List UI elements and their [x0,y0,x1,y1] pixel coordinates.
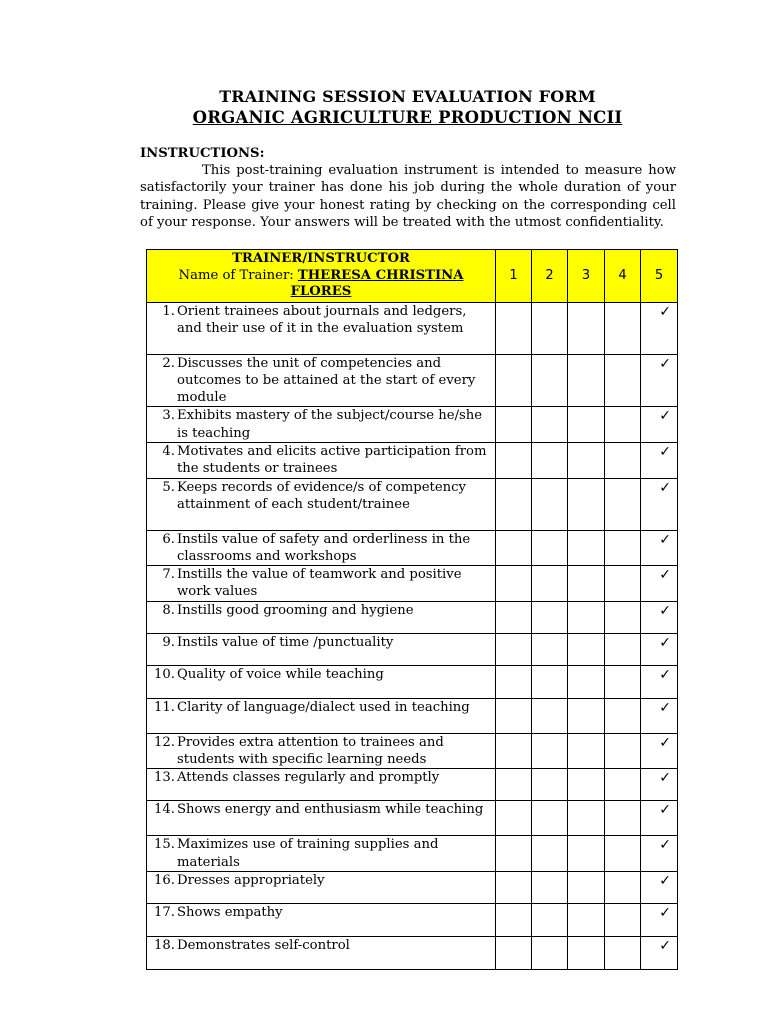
criterion-text: Orient trainees about journals and ledgers, and their use of it in the evaluation system [177,303,467,336]
trainer-header-cell [147,250,496,303]
table-row [147,871,678,903]
check-icon: ✓ [659,443,671,460]
rating-cell-1[interactable] [496,769,532,801]
rating-cell-1[interactable] [496,936,532,969]
instructions-label: INSTRUCTIONS: [140,146,265,161]
rating-cell-3[interactable] [568,530,605,566]
rating-col-2: 2 [532,250,568,303]
instructions-block [140,145,676,231]
rating-cell-3[interactable] [568,801,605,836]
criterion-number: 5. [162,479,175,495]
rating-cell-2[interactable] [532,936,568,969]
rating-cell-5[interactable] [641,442,678,478]
rating-cell-4[interactable] [605,302,641,354]
rating-cell-3[interactable] [568,442,605,478]
rating-cell-2[interactable] [532,302,568,354]
rating-cell-3[interactable] [568,698,605,733]
rating-cell-1[interactable] [496,478,532,530]
criterion-cell [147,478,496,530]
rating-cell-1[interactable] [496,698,532,733]
table-row [147,801,678,836]
criterion-number: 1. [162,303,175,319]
rating-col-1: 1 [496,250,532,303]
criterion-cell [147,903,496,936]
rating-cell-1[interactable] [496,302,532,354]
rating-cell-5[interactable] [641,354,678,407]
rating-cell-5[interactable] [641,478,678,530]
rating-cell-1[interactable] [496,871,532,903]
rating-cell-3[interactable] [568,769,605,801]
criterion-text: Exhibits mastery of the subject/course he/she is teaching [177,408,483,441]
rating-cell-4[interactable] [605,871,641,903]
criterion-number: 2. [162,355,175,371]
check-icon: ✓ [659,634,671,651]
criterion-text: Instills the value of teamwork and positive work values [177,567,462,600]
rating-cell-2[interactable] [532,601,568,633]
table-row [147,478,678,530]
criterion-cell [147,665,496,698]
rating-cell-2[interactable] [532,698,568,733]
criterion-cell [147,601,496,633]
check-icon: ✓ [659,904,671,921]
criterion-number: 3. [162,408,175,424]
criterion-cell [147,302,496,354]
criterion-cell [147,407,496,443]
criterion-text: Demonstrates self-control [177,937,350,953]
rating-cell-4[interactable] [605,733,641,769]
check-icon: ✓ [659,837,671,854]
rating-cell-3[interactable] [568,903,605,936]
criterion-text: Shows energy and enthusiasm while teaching [177,802,484,818]
rating-cell-2[interactable] [532,665,568,698]
criterion-number: 18. [154,937,175,953]
rating-cell-1[interactable] [496,665,532,698]
criterion-number: 9. [162,634,175,650]
rating-cell-3[interactable] [568,478,605,530]
check-icon: ✓ [659,355,671,372]
criterion-text: Maximizes use of training supplies and materials [177,837,439,870]
table-row [147,601,678,633]
criterion-number: 12. [154,734,175,750]
table-row [147,530,678,566]
criterion-number: 4. [162,443,175,459]
rating-cell-2[interactable] [532,903,568,936]
rating-cell-5[interactable] [641,733,678,769]
rating-cell-5[interactable] [641,836,678,872]
rating-cell-4[interactable] [605,442,641,478]
criterion-cell [147,698,496,733]
rating-cell-2[interactable] [532,530,568,566]
rating-cell-3[interactable] [568,836,605,872]
rating-cell-5[interactable] [641,566,678,602]
rating-cell-4[interactable] [605,836,641,872]
criterion-number: 8. [162,602,175,618]
rating-col-3: 3 [568,250,605,303]
rating-cell-5[interactable] [641,633,678,665]
criterion-text: Instills good grooming and hygiene [177,602,414,618]
rating-cell-3[interactable] [568,665,605,698]
rating-cell-3[interactable] [568,354,605,407]
rating-cell-5[interactable] [641,530,678,566]
criterion-number: 16. [154,872,175,888]
rating-cell-4[interactable] [605,903,641,936]
rating-cell-2[interactable] [532,407,568,443]
table-row [147,698,678,733]
criterion-cell [147,769,496,801]
rating-cell-5[interactable] [641,698,678,733]
evaluation-table [146,249,678,970]
criterion-text: Clarity of language/dialect used in teaching [177,699,470,715]
rating-cell-2[interactable] [532,769,568,801]
table-row [147,836,678,872]
rating-cell-2[interactable] [532,801,568,836]
check-icon: ✓ [659,802,671,819]
check-icon: ✓ [659,699,671,716]
rating-cell-2[interactable] [532,354,568,407]
criterion-cell [147,801,496,836]
rating-cell-1[interactable] [496,407,532,443]
criterion-text: Attends classes regularly and promptly [177,770,440,786]
criterion-number: 6. [162,531,175,547]
rating-cell-3[interactable] [568,936,605,969]
rating-cell-2[interactable] [532,566,568,602]
criterion-text: Discusses the unit of competencies and outcomes to be attained at the start of every module [177,355,476,406]
rating-cell-4[interactable] [605,769,641,801]
criterion-number: 15. [154,837,175,853]
rating-cell-5[interactable] [641,936,678,969]
rating-cell-4[interactable] [605,601,641,633]
table-row [147,769,678,801]
criterion-number: 17. [154,904,175,920]
rating-cell-4[interactable] [605,530,641,566]
check-icon: ✓ [659,734,671,751]
table-row [147,903,678,936]
check-icon: ✓ [659,872,671,889]
criterion-cell [147,936,496,969]
criterion-text: Dresses appropriately [177,872,325,888]
rating-cell-1[interactable] [496,566,532,602]
table-row [147,936,678,969]
criterion-number: 13. [154,770,175,786]
rating-cell-2[interactable] [532,836,568,872]
rating-cell-1[interactable] [496,903,532,936]
rating-cell-4[interactable] [605,566,641,602]
criterion-number: 7. [162,567,175,583]
check-icon: ✓ [659,666,671,683]
criterion-text: Provides extra attention to trainees and students with specific learning needs [177,734,444,768]
rating-cell-5[interactable] [641,601,678,633]
rating-cell-1[interactable] [496,733,532,769]
trainer-heading: TRAINER/INSTRUCTOR [232,251,410,266]
trainer-name-label: Name of Trainer: [178,267,298,283]
rating-cell-5[interactable] [641,302,678,354]
rating-cell-5[interactable] [641,903,678,936]
rating-cell-3[interactable] [568,407,605,443]
criterion-number: 10. [154,666,175,682]
rating-cell-1[interactable] [496,601,532,633]
rating-cell-4[interactable] [605,407,641,443]
rating-cell-5[interactable] [641,407,678,443]
rating-cell-2[interactable] [532,871,568,903]
check-icon: ✓ [659,303,671,320]
criterion-cell [147,530,496,566]
rating-cell-4[interactable] [605,801,641,836]
criterion-number: 11. [154,699,175,715]
criterion-cell [147,442,496,478]
criterion-text: Motivates and elicits active participation from the students or trainees [177,443,487,477]
trainer-name: THERESA CHRISTINA FLORES [290,267,464,299]
rating-cell-4[interactable] [605,633,641,665]
table-row [147,442,678,478]
rating-cell-4[interactable] [605,698,641,733]
instructions-text: This post-training evaluation instrument is intended to measure how satisfactorily your trainer has done his job during the whole duration of your training. Please give your honest rating by checking on the corresponding cell of your response. Your answers will be treated with the utmost confidentiality. [140,163,676,230]
check-icon: ✓ [659,567,671,584]
table-row [147,665,678,698]
table-row [147,566,678,602]
check-icon: ✓ [659,531,671,548]
rating-cell-2[interactable] [532,733,568,769]
rating-cell-3[interactable] [568,871,605,903]
criterion-text: Instils value of safety and orderliness in the classrooms and workshops [177,531,471,564]
rating-cell-2[interactable] [532,633,568,665]
criterion-text: Shows empathy [177,904,283,920]
rating-cell-3[interactable] [568,601,605,633]
table-row [147,733,678,769]
rating-cell-1[interactable] [496,442,532,478]
rating-cell-5[interactable] [641,871,678,903]
table-row [147,407,678,443]
rating-cell-1[interactable] [496,530,532,566]
rating-cell-3[interactable] [568,733,605,769]
check-icon: ✓ [659,479,671,496]
rating-cell-2[interactable] [532,478,568,530]
criterion-cell [147,733,496,769]
rating-cell-2[interactable] [532,442,568,478]
rating-cell-1[interactable] [496,801,532,836]
rating-col-4: 4 [605,250,641,303]
rating-cell-3[interactable] [568,633,605,665]
check-icon: ✓ [659,937,671,954]
criterion-text: Quality of voice while teaching [177,666,384,682]
rating-cell-5[interactable] [641,801,678,836]
criterion-text: Instils value of time /punctuality [177,634,394,650]
check-icon: ✓ [659,770,671,787]
rating-cell-4[interactable] [605,478,641,530]
check-icon: ✓ [659,408,671,425]
rating-cell-1[interactable] [496,354,532,407]
rating-cell-3[interactable] [568,302,605,354]
table-row [147,302,678,354]
criterion-cell [147,354,496,407]
criterion-cell [147,633,496,665]
rating-cell-4[interactable] [605,354,641,407]
table-row [147,633,678,665]
form-title: TRAINING SESSION EVALUATION FORM [219,87,596,106]
rating-cell-4[interactable] [605,665,641,698]
rating-cell-5[interactable] [641,665,678,698]
criterion-cell [147,871,496,903]
rating-cell-1[interactable] [496,633,532,665]
form-subtitle: ORGANIC AGRICULTURE PRODUCTION NCII [192,108,623,127]
rating-cell-5[interactable] [641,769,678,801]
criterion-cell [147,566,496,602]
rating-cell-3[interactable] [568,566,605,602]
criterion-number: 14. [154,802,175,818]
criterion-cell [147,836,496,872]
criterion-text: Keeps records of evidence/s of competency attainment of each student/trainee [177,479,466,512]
rating-cell-4[interactable] [605,936,641,969]
table-row [147,354,678,407]
rating-cell-1[interactable] [496,836,532,872]
check-icon: ✓ [659,602,671,619]
rating-col-5: 5 [641,250,678,303]
